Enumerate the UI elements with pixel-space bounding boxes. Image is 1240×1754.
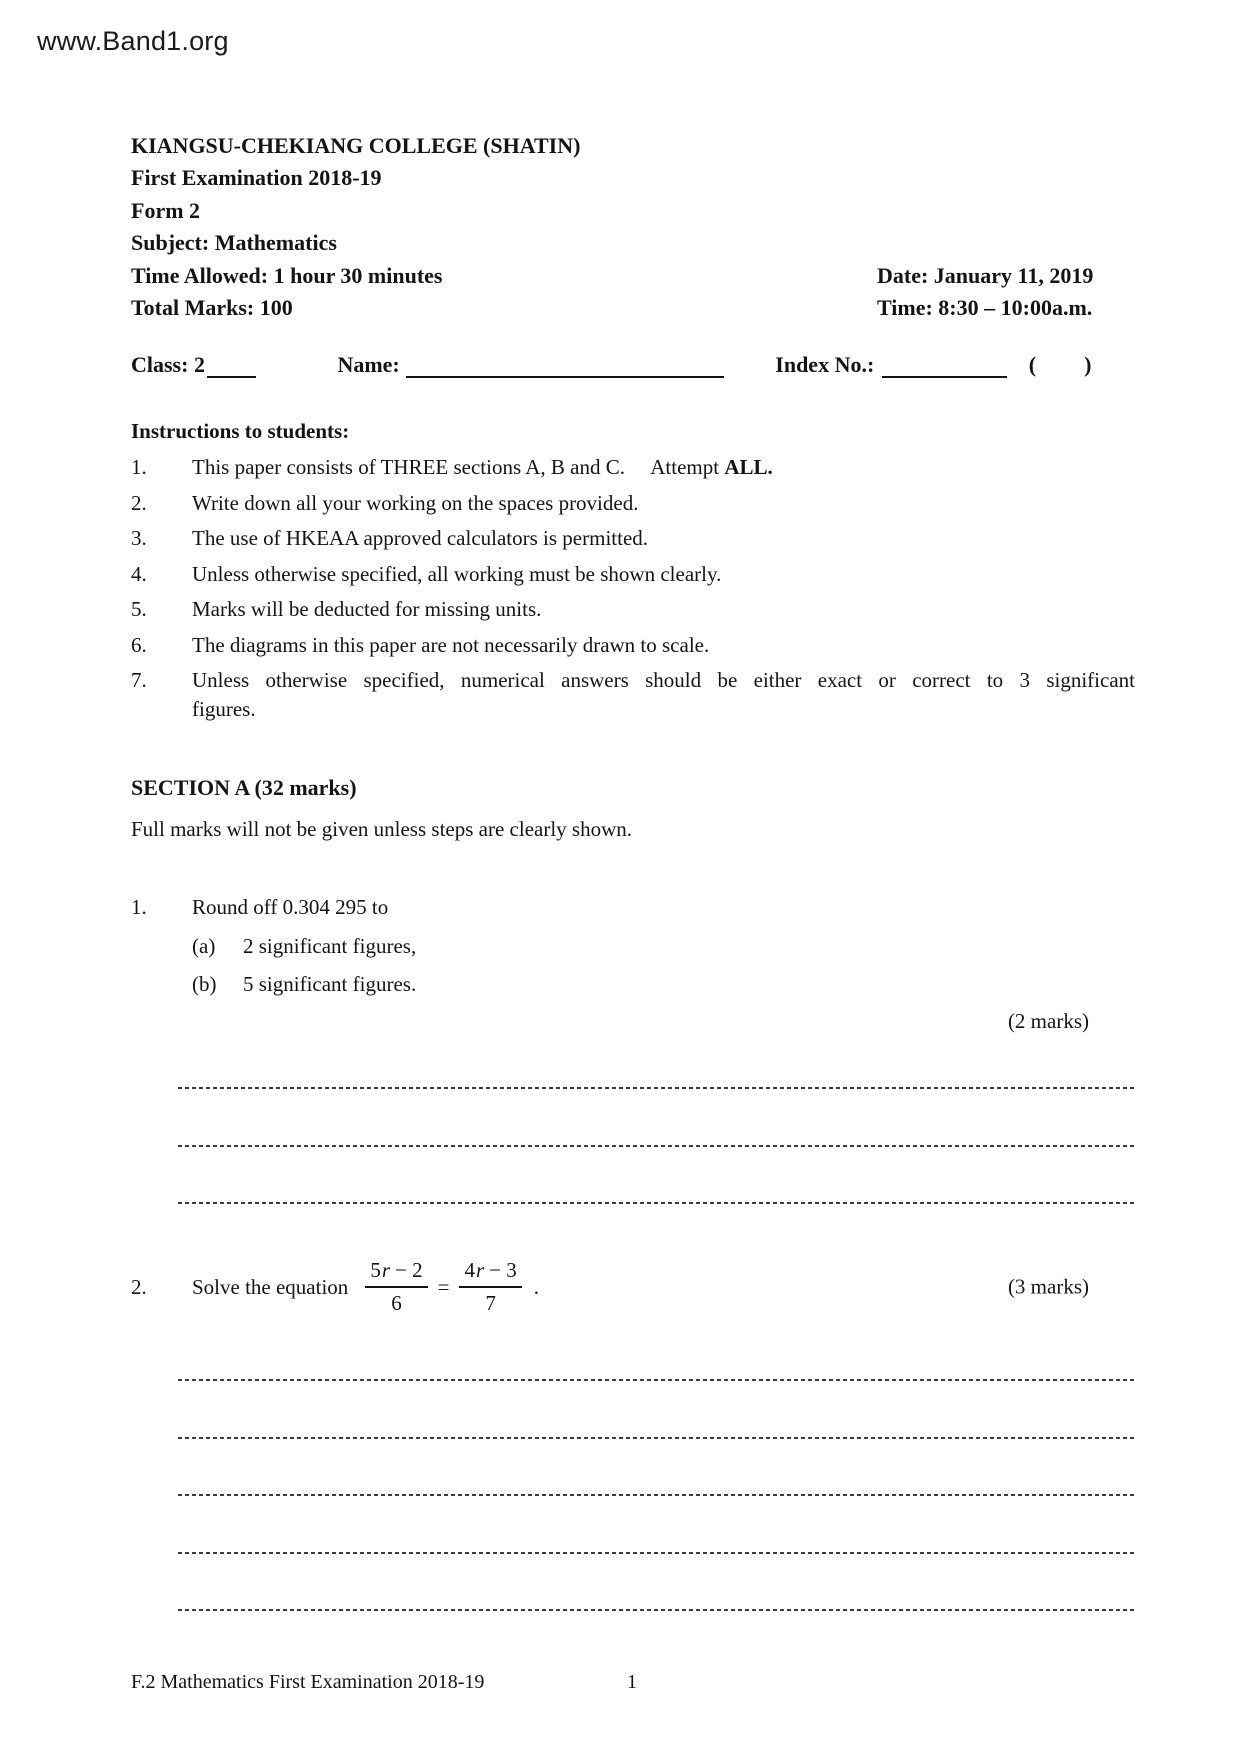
band1-watermark: www.Band1.org bbox=[37, 26, 229, 56]
instruction-number: 6. bbox=[131, 632, 147, 657]
bracket-close: ) bbox=[1084, 352, 1092, 377]
question-1-answer-lines bbox=[178, 1087, 1135, 1260]
question-2 bbox=[131, 1253, 1135, 1321]
instruction-number: 4. bbox=[131, 561, 147, 586]
question-1-number: 1. bbox=[131, 895, 147, 919]
question-1 bbox=[131, 893, 1135, 1035]
instruction-text: Marks will be deducted for missing units. bbox=[192, 597, 542, 621]
instruction-number: 1. bbox=[131, 455, 147, 479]
instructions-title: Instructions to students: bbox=[131, 419, 350, 443]
instruction-number: 2. bbox=[131, 490, 147, 515]
school-name: KIANGSU-CHEKIANG COLLEGE (SHATIN) bbox=[131, 133, 581, 158]
lhs-constant-term: − 2 bbox=[395, 1258, 423, 1282]
class-label: Class: 2 bbox=[131, 352, 205, 377]
form-level: Form 2 bbox=[131, 197, 201, 223]
total-marks: Total Marks: 100 bbox=[131, 294, 293, 320]
question-2-stem: Solve the equation bbox=[192, 1274, 349, 1299]
fraction-lhs bbox=[365, 1258, 427, 1316]
instruction-item-6 bbox=[131, 631, 1135, 660]
fraction-rhs bbox=[459, 1258, 521, 1316]
exam-header bbox=[131, 130, 1135, 324]
instruction-attempt-all: ALL. bbox=[724, 455, 773, 479]
footer-doc-title: F.2 Mathematics First Examination 2018-19 bbox=[131, 1671, 485, 1693]
section-a-note: Full marks will not be given unless steps are clearly shown. bbox=[131, 817, 632, 841]
instruction-text bbox=[192, 453, 1135, 482]
part-a-label: (a) bbox=[192, 934, 216, 958]
question-2-marks: (3 marks) bbox=[1007, 1274, 1089, 1299]
instruction-text: Unless otherwise specified, numerical answers should be either exact or correct to 3 significant figures. bbox=[192, 668, 1135, 721]
class-blank-field bbox=[207, 350, 256, 378]
answer-line bbox=[178, 1087, 1135, 1089]
instruction-text: Write down all your working on the spaces provided. bbox=[192, 490, 639, 515]
instruction-item-7 bbox=[131, 666, 1135, 724]
rhs-constant-term: − 3 bbox=[489, 1258, 517, 1282]
rhs-variable: r bbox=[475, 1258, 485, 1282]
index-no-blank-field bbox=[882, 350, 1007, 378]
question-1-part-a bbox=[192, 933, 1135, 960]
header-row-total-marks bbox=[131, 292, 1135, 324]
instruction-text: The use of HKEAA approved calculators is permitted. bbox=[192, 526, 649, 550]
fraction-lhs-numerator bbox=[365, 1258, 427, 1288]
instructions-section bbox=[131, 417, 1135, 731]
question-1-marks: (2 marks) bbox=[1007, 1009, 1089, 1033]
page-number: 1 bbox=[627, 1671, 637, 1693]
index-no-label: Index No.: bbox=[775, 352, 875, 377]
part-b-label: (b) bbox=[192, 972, 217, 996]
student-info-row bbox=[131, 350, 1135, 378]
page-footer bbox=[131, 1671, 1135, 1694]
name-blank-field bbox=[406, 350, 724, 378]
instruction-text-main: This paper consists of THREE sections A, B and C. bbox=[192, 455, 625, 479]
instruction-item-4 bbox=[131, 560, 1135, 589]
name-label: Name: bbox=[337, 352, 400, 377]
exam-time: Time: 8:30 – 10:00a.m. bbox=[877, 294, 1093, 320]
answer-line bbox=[178, 1145, 1135, 1147]
instruction-number: 5. bbox=[131, 597, 147, 621]
part-b-text: 5 significant figures. bbox=[243, 972, 417, 996]
instruction-text: The diagrams in this paper are not necessarily drawn to scale. bbox=[192, 632, 710, 657]
fraction-rhs-numerator bbox=[459, 1258, 521, 1288]
question-1-stem-row bbox=[131, 893, 1135, 922]
part-a-text: 2 significant figures, bbox=[243, 934, 417, 958]
bracket-open: ( bbox=[1028, 352, 1037, 377]
rhs-coefficient: 4 bbox=[464, 1258, 475, 1282]
question-1-part-b bbox=[192, 971, 1135, 998]
header-row-time-allowed bbox=[131, 260, 1135, 292]
question-1-stem: Round off 0.304 295 to bbox=[192, 895, 389, 919]
lhs-variable: r bbox=[381, 1258, 390, 1282]
answer-line bbox=[178, 1494, 1135, 1496]
answer-line bbox=[178, 1437, 1135, 1439]
answer-line bbox=[178, 1379, 1135, 1381]
equals-sign: = bbox=[437, 1274, 450, 1299]
question-2-number: 2. bbox=[131, 1274, 147, 1299]
subject-line: Subject: Mathematics bbox=[131, 230, 337, 256]
time-allowed: Time Allowed: 1 hour 30 minutes bbox=[131, 262, 443, 288]
instruction-text: Unless otherwise specified, all working must be shown clearly. bbox=[192, 561, 722, 586]
exam-title: First Examination 2018-19 bbox=[131, 165, 382, 191]
instruction-item-3 bbox=[131, 524, 1135, 553]
fraction-rhs-denominator: 7 bbox=[485, 1291, 496, 1315]
equation-full-stop: . bbox=[533, 1274, 539, 1299]
instruction-item-2 bbox=[131, 489, 1135, 518]
instruction-number: 7. bbox=[131, 668, 147, 692]
instruction-item-1 bbox=[131, 453, 1135, 482]
question-2-answer-lines bbox=[178, 1379, 1135, 1667]
exam-date: Date: January 11, 2019 bbox=[877, 262, 1094, 288]
answer-line bbox=[178, 1202, 1135, 1204]
instruction-number: 3. bbox=[131, 526, 147, 550]
fraction-lhs-denominator: 6 bbox=[391, 1291, 402, 1315]
answer-line bbox=[178, 1609, 1135, 1611]
instruction-attempt: Attempt bbox=[650, 455, 720, 479]
question-2-equation bbox=[358, 1258, 539, 1316]
lhs-coefficient: 5 bbox=[370, 1258, 381, 1282]
answer-line bbox=[178, 1552, 1135, 1554]
section-a-heading: SECTION A (32 marks) bbox=[131, 775, 357, 800]
instruction-item-5 bbox=[131, 595, 1135, 624]
